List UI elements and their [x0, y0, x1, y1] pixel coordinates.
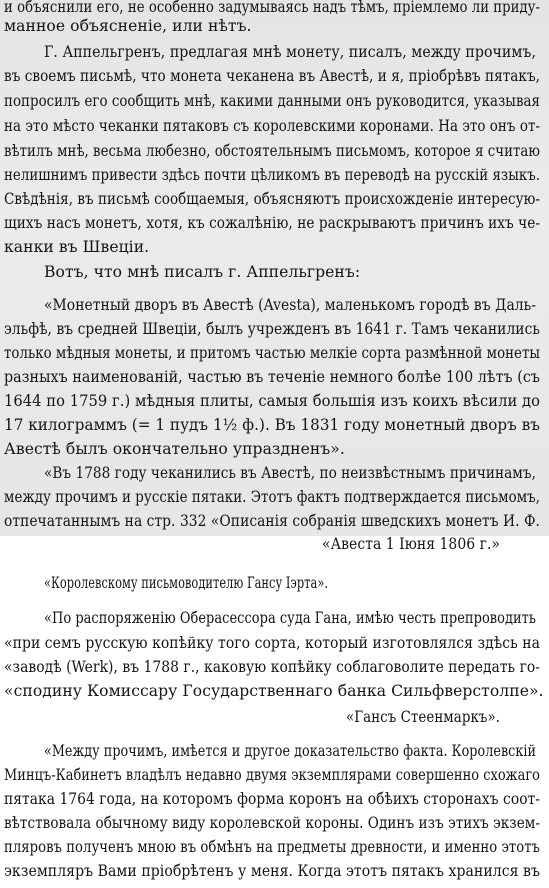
- text-line: 17 килограммъ (= 1 пудъ 1½ ф.). Въ 1831 году монетный дворъ въ: [4, 416, 540, 434]
- text-line: эльфѣ, въ средней Швеціи, былъ учрежденъ въ 1641 г. Тамъ чеканились: [4, 320, 540, 338]
- text-line: нелишнимъ привести здѣсь почти цѣликомъ въ переводѣ на русскій языкъ.: [4, 166, 540, 184]
- text-line: вѣтилъ мнѣ, весьма любезно, обстоятельнымъ письмомъ, которое я считаю: [4, 142, 540, 160]
- text-line: Свѣдѣнія, въ письмѣ сообщаемыя, объясняютъ происхожденіе интересую-: [4, 190, 540, 208]
- text-line: экземпляръ Вами пріобрѣтенъ у меня. Когда этотъ пятакъ хранился въ: [4, 862, 540, 880]
- text-line: Минцъ-Кабинетъ владѣлъ недавно двумя экземплярами совершенно схожаго: [4, 766, 540, 784]
- letter-signature: «Гансъ Стеенмаркъ».: [346, 708, 500, 726]
- text-line: «заводѣ (Werk), въ 1788 г., каковую копѣйку соблаговолите передать го-: [4, 658, 540, 676]
- text-line: и объяснили его, не особенно задумываясь надъ тѣмъ, пріемлемо ли приду-: [4, 0, 540, 16]
- text-line: «Монетный дворъ въ Авестѣ (Avesta), маленькомъ городѣ въ Даль-: [44, 296, 536, 314]
- text-line: только мѣдныя монеты, и притомъ частью мелкіе сорта размѣнной монеты: [4, 344, 540, 362]
- text-line: на это мѣсто чеканки пятаковъ съ королевскими коронами. На это онъ от-: [4, 117, 540, 135]
- text-line: канки въ Швеціи.: [4, 238, 150, 256]
- text-line: «сподину Комиссару Государственнаго банка Сильфверстолпе».: [4, 682, 544, 700]
- text-line: попросилъ его сообщить мнѣ, какими данными онъ руководится, указывая: [4, 92, 540, 110]
- text-line: Вотъ, что мнѣ писалъ г. Аппельгренъ:: [44, 263, 361, 281]
- text-line: 1644 по 1759 г.) мѣдныя плиты, самыя большія изъ коихъ вѣсили до: [4, 392, 540, 410]
- text-line: Авестѣ былъ окончательно упраздненъ».: [4, 440, 345, 458]
- letter-salutation: «Королевскому письмоводителю Гансу Іэрта».: [44, 574, 328, 592]
- text-line: разныхъ наименованій, частью въ теченіе немного болѣе 100 лѣтъ (съ: [4, 368, 540, 386]
- text-line: пятака 1764 года, на которомъ форма коронъ на обѣихъ сторонахъ соот-: [4, 790, 540, 808]
- text-line: между прочимъ и русскіе пятаки. Этотъ фактъ подтверждается письмомъ,: [4, 488, 540, 506]
- text-line: «Между прочимъ, имѣется и другое доказательство факта. Королевскій: [44, 742, 536, 760]
- letter-date: «Авеста 1 Іюня 1806 г.»: [322, 535, 500, 553]
- text-line: «при семъ русскую копѣйку того сорта, который изготовлялся здѣсь на: [4, 634, 540, 652]
- text-line: въ своемъ письмѣ, что монета чеканена въ Авестѣ, и я, пріобрѣвъ пятакъ,: [4, 67, 540, 85]
- text-line: отпечатаннымъ на стр. 332 «Описанія собранія шведскихъ монетъ И. Ф.: [4, 512, 540, 530]
- text-line: «Въ 1788 году чеканились въ Авестѣ, по неизвѣстнымъ причинамъ,: [44, 464, 536, 482]
- text-line: «По распоряженію Оберасессора суда Гана, имѣю честь препроводить: [44, 609, 536, 627]
- text-line: пляровъ полученъ мною въ обмѣнъ на предметы древности, и именно этотъ: [4, 838, 540, 856]
- text-line: манное объясненіе, или нѣтъ.: [4, 17, 252, 35]
- text-line: вѣтствовала обычному виду королевской короны. Одинъ изъ этихъ экзем-: [4, 814, 540, 832]
- text-line: Г. Аппельгренъ, предлагая мнѣ монету, писалъ, между прочимъ,: [44, 43, 536, 61]
- text-line: щихъ насъ монетъ, хотя, къ сожалѣнію, не раскрываютъ причинъ ихъ че-: [4, 214, 540, 232]
